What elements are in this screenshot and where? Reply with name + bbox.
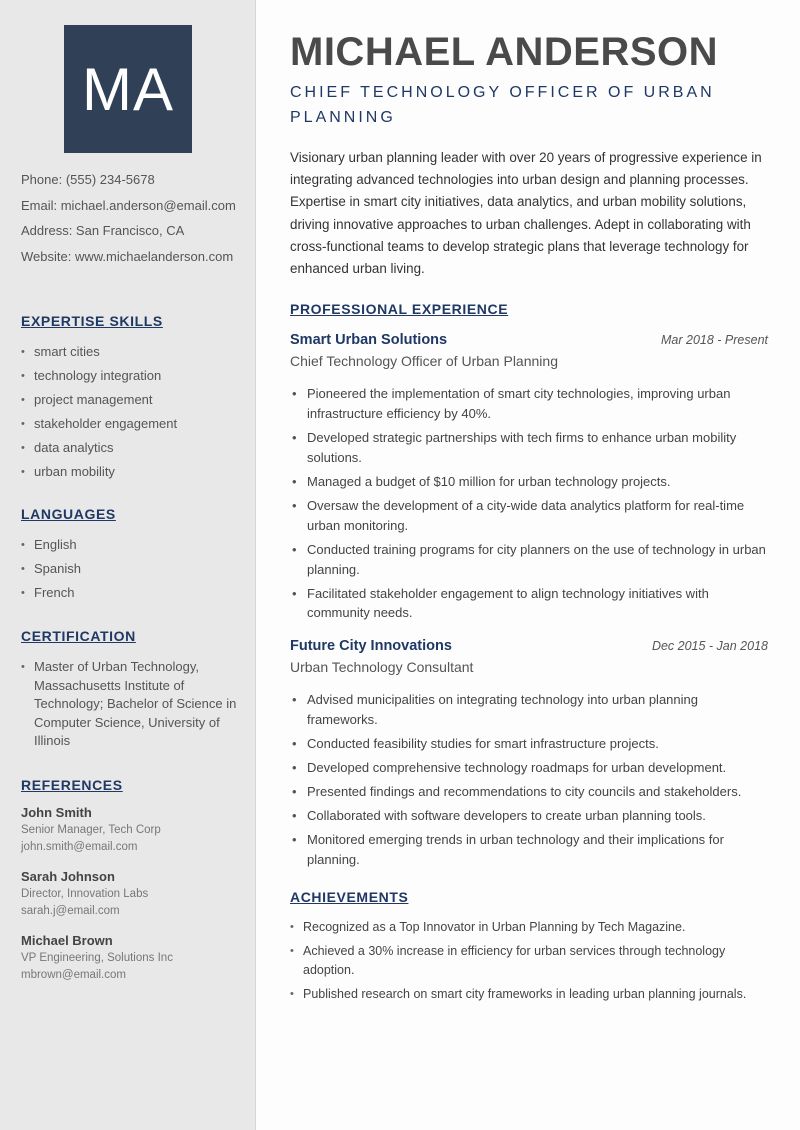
reference-role: Senior Manager, Tech Corp (21, 824, 161, 836)
contact-phone: Phone: (555) 234-5678 (21, 172, 155, 187)
contact-website: Website: www.michaelanderson.com (21, 248, 234, 264)
skills-heading: EXPERTISE SKILLS (21, 313, 163, 329)
job-bullet: • Developed strategic partnerships with tech firms to enhance urban mobility solutions. (290, 428, 768, 468)
job-header (290, 636, 768, 656)
reference-role: VP Engineering, Solutions Inc (21, 952, 173, 964)
skills-section (21, 312, 246, 487)
reference-email: john.smith@email.com (21, 841, 138, 853)
job-bullet: • Collaborated with software developers to create urban planning tools. (290, 806, 768, 826)
job-bullet: • Oversaw the development of a city-wide data analytics platform for real-time urban monitoring. (290, 496, 768, 536)
job-bullet: • Conducted feasibility studies for smart infrastructure projects. (290, 734, 768, 754)
languages-list (21, 536, 246, 603)
skills-list (21, 343, 246, 482)
achievements-heading: ACHIEVEMENTS (290, 889, 409, 905)
languages-heading: LANGUAGES (21, 506, 116, 522)
reference-name: Michael Brown (21, 933, 113, 948)
references-section (21, 776, 246, 984)
achievement-item: • Published research on smart city frameworks in leading urban planning journals. (290, 985, 768, 1005)
job-bullet: • Monitored emerging trends in urban technology and their implications for planning. (290, 830, 768, 870)
job-bullet: • Presented findings and recommendations to city councils and stakeholders. (290, 782, 768, 802)
reference-name: John Smith (21, 805, 92, 820)
certification-section (21, 627, 246, 751)
language-item: • French (21, 584, 246, 603)
reference-name: Sarah Johnson (21, 869, 115, 884)
job-bullet: • Pioneered the implementation of smart city technologies, improving urban infrastructure efficiency by 40%. (290, 384, 768, 424)
job-bullet: • Advised municipalities on integrating technology into urban planning frameworks. (290, 690, 768, 730)
contact-email: Email: michael.anderson@email.com (21, 197, 236, 213)
initials-badge: MA (64, 25, 192, 153)
reference-email: sarah.j@email.com (21, 905, 120, 917)
job-entry (290, 636, 768, 874)
skill-item: • urban mobility (21, 463, 246, 482)
reference-email: mbrown@email.com (21, 969, 126, 981)
skill-item: • data analytics (21, 439, 246, 458)
job-dates: Mar 2018 - Present (661, 333, 768, 347)
contact-info (21, 170, 246, 272)
references-heading: REFERENCES (21, 777, 123, 793)
reference-entry (21, 868, 246, 920)
job-header (290, 330, 768, 350)
sidebar (0, 0, 256, 1130)
job-entry (290, 330, 768, 628)
job-bullets (290, 384, 768, 623)
certification-list (21, 658, 246, 751)
reference-entry (21, 804, 246, 856)
job-company: Smart Urban Solutions (290, 332, 448, 348)
candidate-name: MICHAEL ANDERSON (290, 30, 719, 74)
job-dates: Dec 2015 - Jan 2018 (651, 639, 768, 653)
job-bullet: • Conducted training programs for city planners on the use of technology in urban planning. (290, 540, 768, 580)
language-item: • Spanish (21, 560, 246, 579)
reference-role: Director, Innovation Labs (21, 888, 149, 900)
achievement-item: • Recognized as a Top Innovator in Urban Planning by Tech Magazine. (290, 918, 768, 938)
skill-item: • technology integration (21, 367, 246, 386)
candidate-title: CHIEF TECHNOLOGY OFFICER OF URBAN PLANNING (290, 84, 715, 126)
languages-section (21, 505, 246, 608)
achievement-item: • Achieved a 30% increase in efficiency for urban services through technology adoption. (290, 942, 768, 981)
job-role: Chief Technology Officer of Urban Planning (290, 353, 558, 369)
certification-heading: CERTIFICATION (21, 628, 136, 644)
job-role: Urban Technology Consultant (290, 659, 474, 675)
skill-item: • project management (21, 391, 246, 410)
reference-entry (21, 932, 246, 984)
language-item: • English (21, 536, 246, 555)
job-bullet: • Developed comprehensive technology roadmaps for urban development. (290, 758, 768, 778)
contact-address: Address: San Francisco, CA (21, 223, 185, 238)
job-company: Future City Innovations (290, 638, 452, 654)
job-bullet: • Facilitated stakeholder engagement to align technology initiatives with community needs. (290, 584, 768, 624)
job-bullets (290, 690, 768, 870)
achievements-list (290, 918, 768, 1008)
skill-item: • stakeholder engagement (21, 415, 246, 434)
profile-summary: Visionary urban planning leader with over 20 years of progressive experience in integrating advanced technologies into urban design and planning processes. Expertise in smart city initiatives, data analytics, and urban mobility solutions, driving innovative approaches to urban challenges. Adept in collaborating with cross-functional teams to develop strategic plans that leverage technology for enhanced urban living. (290, 150, 762, 277)
experience-heading: PROFESSIONAL EXPERIENCE (290, 301, 509, 317)
certification-item: • Master of Urban Technology, Massachusetts Institute of Technology; Bachelor of Science in Computer Science, University of Illinois (21, 658, 246, 751)
skill-item: • smart cities (21, 343, 246, 362)
job-bullet: • Managed a budget of $10 million for urban technology projects. (290, 472, 768, 492)
